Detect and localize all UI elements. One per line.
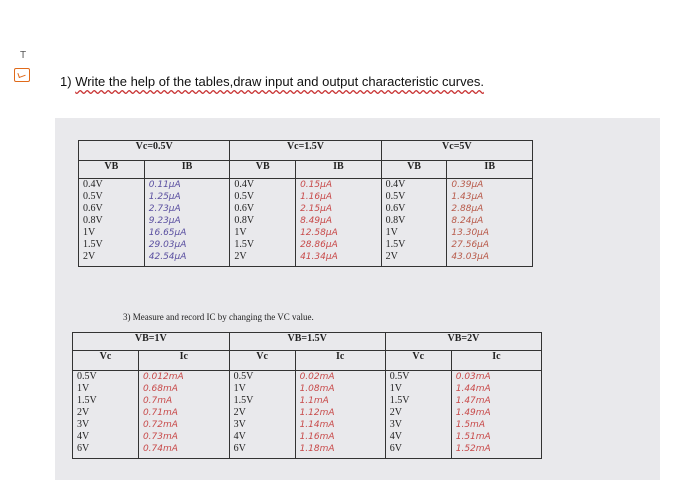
question-text: Write the help of the tables,draw input and output characteristic curves. (75, 74, 484, 89)
voltage-cell: 0.6V (234, 203, 255, 214)
col-header-i: Ic (138, 351, 229, 371)
voltage-cell: 0.4V (234, 179, 255, 190)
voltage-cell: 2V (234, 251, 247, 262)
current-cell: 1.49mA (455, 408, 491, 418)
voltage-cell: 1V (77, 383, 90, 394)
current-cell: 8.49μA (300, 216, 332, 226)
voltage-cell: 0.4V (83, 179, 103, 190)
current-cell: 0.72mA (142, 420, 178, 430)
col-header-i: IB (447, 161, 533, 179)
current-cell: 1.16mA (299, 432, 335, 442)
current-cell: 2.15μA (300, 204, 332, 214)
voltage-cell: 6V (77, 443, 90, 454)
current-cell: 1.47mA (455, 396, 491, 406)
voltage-cell: 1.5V (234, 239, 255, 250)
current-cell: 1.18mA (299, 444, 335, 454)
current-cell: 42.54μA (148, 252, 187, 262)
col-header-v: Vc (73, 351, 139, 371)
current-cell: 1.51mA (455, 432, 491, 442)
current-cell: 2.73μA (148, 204, 181, 214)
voltage-cell: 6V (233, 443, 246, 454)
current-cell: 1.1mA (299, 396, 329, 406)
current-cell: 0.15μA (300, 180, 332, 190)
current-cell: 43.03μA (451, 252, 490, 262)
voltage-cell: 1V (234, 227, 247, 238)
voltage-cell: 1.5V (389, 395, 410, 406)
col-header-i: Ic (451, 351, 541, 371)
current-cell: 0.68mA (142, 384, 178, 394)
edit-icon[interactable] (14, 68, 30, 82)
voltage-cell: 1V (233, 383, 246, 394)
current-cell: 41.34μA (300, 252, 338, 262)
col-header-i: IB (144, 161, 230, 179)
group-vc-2: Vc=5V (381, 141, 532, 161)
voltage-cell: 3V (77, 419, 90, 430)
current-cell: 1.12mA (299, 408, 335, 418)
voltage-cell: 1V (385, 227, 398, 238)
voltage-cell: 0.8V (385, 215, 406, 226)
voltage-cell: 2V (385, 251, 398, 262)
output-characteristic-table (72, 332, 542, 459)
current-cell: 0.02mA (299, 372, 335, 382)
voltage-cell: 0.6V (83, 203, 103, 214)
group-vc-0: Vc=0.5V (79, 141, 230, 161)
current-cell: 12.58μA (300, 228, 338, 238)
current-cell: 28.86μA (300, 240, 338, 250)
voltage-cell: 0.5V (234, 191, 255, 202)
voltage-cell: 1.5V (385, 239, 406, 250)
col-header-v: Vc (385, 351, 451, 371)
col-header-v: VB (79, 161, 145, 179)
voltage-cell: 1.5V (83, 239, 103, 250)
current-cell: 1.25μA (148, 192, 181, 202)
current-cell: 1.08mA (299, 384, 335, 394)
col-header-i: Ic (295, 351, 385, 371)
group-vb-0: VB=1V (73, 333, 230, 351)
current-cell: 16.65μA (148, 228, 187, 238)
voltage-cell: 2V (77, 407, 90, 418)
group-vb-1: VB=1.5V (229, 333, 385, 351)
voltage-cell: 4V (77, 431, 90, 442)
current-cell: 0.11μA (148, 180, 181, 190)
voltage-cell: 0.5V (83, 191, 103, 202)
current-cell: 27.56μA (451, 240, 490, 250)
current-cell: 0.39μA (451, 180, 484, 190)
current-cell: 0.73mA (142, 432, 178, 442)
current-cell: 0.7mA (142, 396, 173, 406)
voltage-cell: 1.5V (77, 395, 97, 406)
voltage-cell: 4V (233, 431, 246, 442)
current-cell: 0.012mA (142, 372, 184, 382)
question-line (60, 74, 484, 89)
voltage-cell: 3V (233, 419, 246, 430)
col-header-v: Vc (229, 351, 295, 371)
voltage-cell: 3V (389, 419, 403, 430)
col-header-i: IB (296, 161, 382, 179)
current-cell: 1.43μA (451, 192, 484, 202)
group-vc-1: Vc=1.5V (230, 141, 381, 161)
voltage-cell: 0.8V (234, 215, 255, 226)
input-characteristic-table (78, 140, 533, 267)
voltage-cell: 2V (83, 251, 96, 262)
current-cell: 1.5mA (455, 420, 485, 430)
question-number: 1) (60, 74, 72, 89)
voltage-cell: 0.4V (385, 179, 406, 190)
voltage-cell: 1.5V (233, 395, 254, 406)
voltage-cell: 0.5V (389, 371, 410, 382)
section-caption: 3) Measure and record IC by changing the VC value. (123, 312, 314, 322)
voltage-cell: 0.5V (385, 191, 406, 202)
cursor-glyph: T (20, 50, 27, 61)
current-cell: 1.16μA (300, 192, 332, 202)
voltage-cell: 6V (389, 443, 403, 454)
voltage-cell: 0.8V (83, 215, 103, 226)
current-cell: 0.03mA (455, 372, 491, 382)
current-cell: 2.88μA (451, 204, 484, 214)
voltage-cell: 2V (389, 407, 403, 418)
current-cell: 0.71mA (142, 408, 178, 418)
voltage-cell: 1V (83, 227, 96, 238)
current-cell: 1.52mA (455, 444, 491, 454)
current-cell: 29.03μA (148, 240, 187, 250)
col-header-v: VB (230, 161, 296, 179)
group-vb-2: VB=2V (385, 333, 541, 351)
voltage-cell: 0.5V (77, 371, 97, 382)
current-cell: 9.23μA (148, 216, 181, 226)
voltage-cell: 2V (233, 407, 246, 418)
voltage-cell: 4V (389, 431, 403, 442)
voltage-cell: 0.6V (385, 203, 406, 214)
current-cell: 1.44mA (455, 384, 491, 394)
current-cell: 0.74mA (142, 444, 178, 454)
current-cell: 13.30μA (451, 228, 490, 238)
current-cell: 8.24μA (451, 216, 484, 226)
voltage-cell: 1V (389, 383, 403, 394)
col-header-v: VB (381, 161, 447, 179)
current-cell: 1.14mA (299, 420, 335, 430)
voltage-cell: 0.5V (233, 371, 254, 382)
